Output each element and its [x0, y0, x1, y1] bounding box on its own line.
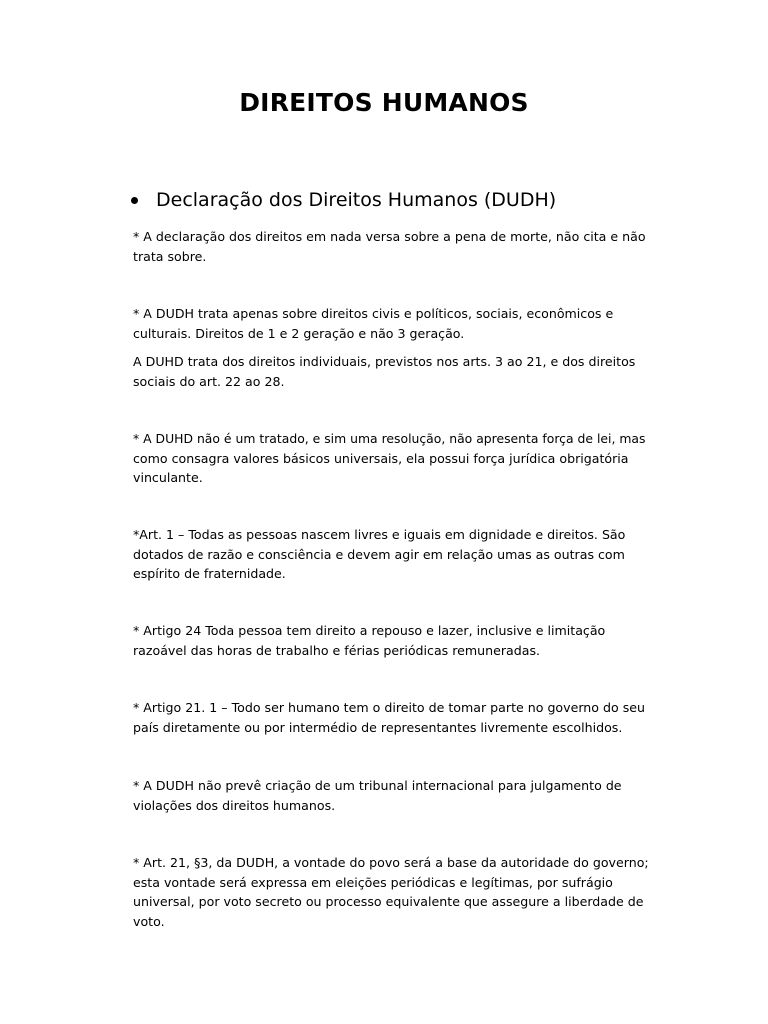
- paragraph-artigo-21-1: [133, 698, 653, 737]
- paragraph-line: A DUHD trata dos direitos individuais, previstos nos arts. 3 ao 21, e dos direitos: [133, 354, 636, 369]
- paragraph-line: * A DUDH trata apenas sobre direitos civis e políticos, sociais, econômicos e: [133, 306, 614, 321]
- paragraph-line: vinculante.: [133, 470, 203, 485]
- paragraph-art-21-3: [133, 853, 653, 931]
- section-heading: [131, 189, 556, 211]
- bullet-icon: [131, 197, 138, 204]
- paragraph-line: como consagra valores básicos universais, ela possui força jurídica obrigatória: [133, 450, 629, 466]
- paragraph-line: sociais do art. 22 ao 28.: [133, 373, 285, 389]
- paragraph-line: trata sobre.: [133, 248, 207, 264]
- paragraph-line: * A DUHD não é um tratado, e sim uma resolução, não apresenta força de lei, mas: [133, 431, 646, 446]
- paragraph-line: * Art. 21, §3, da DUDH, a vontade do povo será a base da autoridade do governo;: [133, 855, 649, 870]
- paragraph-line: culturais. Direitos de 1 e 2 geração e não 3 geração.: [133, 325, 465, 341]
- paragraph-resolucao: [133, 429, 653, 488]
- paragraph-artigo-24: [133, 621, 653, 660]
- paragraph-line: universal, por voto secreto ou processo equivalente que assegure a liberdade de: [133, 894, 644, 909]
- paragraph-pena-de-morte: [133, 227, 653, 266]
- paragraph-line: * Artigo 21. 1 – Todo ser humano tem o direito de tomar parte no governo do seu: [133, 700, 645, 715]
- paragraph-line: * A DUDH não prevê criação de um tribunal internacional para julgamento de: [133, 778, 622, 793]
- paragraph-art-1: [133, 525, 653, 584]
- paragraph-line: esta vontade será expressa em eleições periódicas e legítimas, por sufrágio: [133, 874, 613, 890]
- section-heading-text: Declaração dos Direitos Humanos (DUDH): [156, 189, 557, 211]
- paragraph-line: * A declaração dos direitos em nada versa sobre a pena de morte, não cita e não: [133, 229, 646, 244]
- paragraph-line: *Art. 1 – Todas as pessoas nascem livres e iguais em dignidade e direitos. São: [133, 527, 626, 542]
- document-title: DIREITOS HUMANOS: [239, 88, 529, 117]
- paragraph-line: razoável das horas de trabalho e férias periódicas remuneradas.: [133, 642, 541, 658]
- paragraph-line: dotados de razão e consciência e devem agir em relação umas as outras com: [133, 546, 625, 562]
- paragraph-tribunal: [133, 776, 653, 815]
- paragraph-direitos-civis: [133, 304, 653, 343]
- paragraph-line: espírito de fraternidade.: [133, 566, 286, 581]
- paragraph-direitos-individuais: [133, 352, 653, 391]
- paragraph-line: país diretamente ou por intermédio de representantes livremente escolhidos.: [133, 719, 623, 735]
- paragraph-line: * Artigo 24 Toda pessoa tem direito a repouso e lazer, inclusive e limitação: [133, 623, 606, 638]
- paragraph-line: voto.: [133, 913, 165, 929]
- paragraph-line: violações dos direitos humanos.: [133, 797, 336, 813]
